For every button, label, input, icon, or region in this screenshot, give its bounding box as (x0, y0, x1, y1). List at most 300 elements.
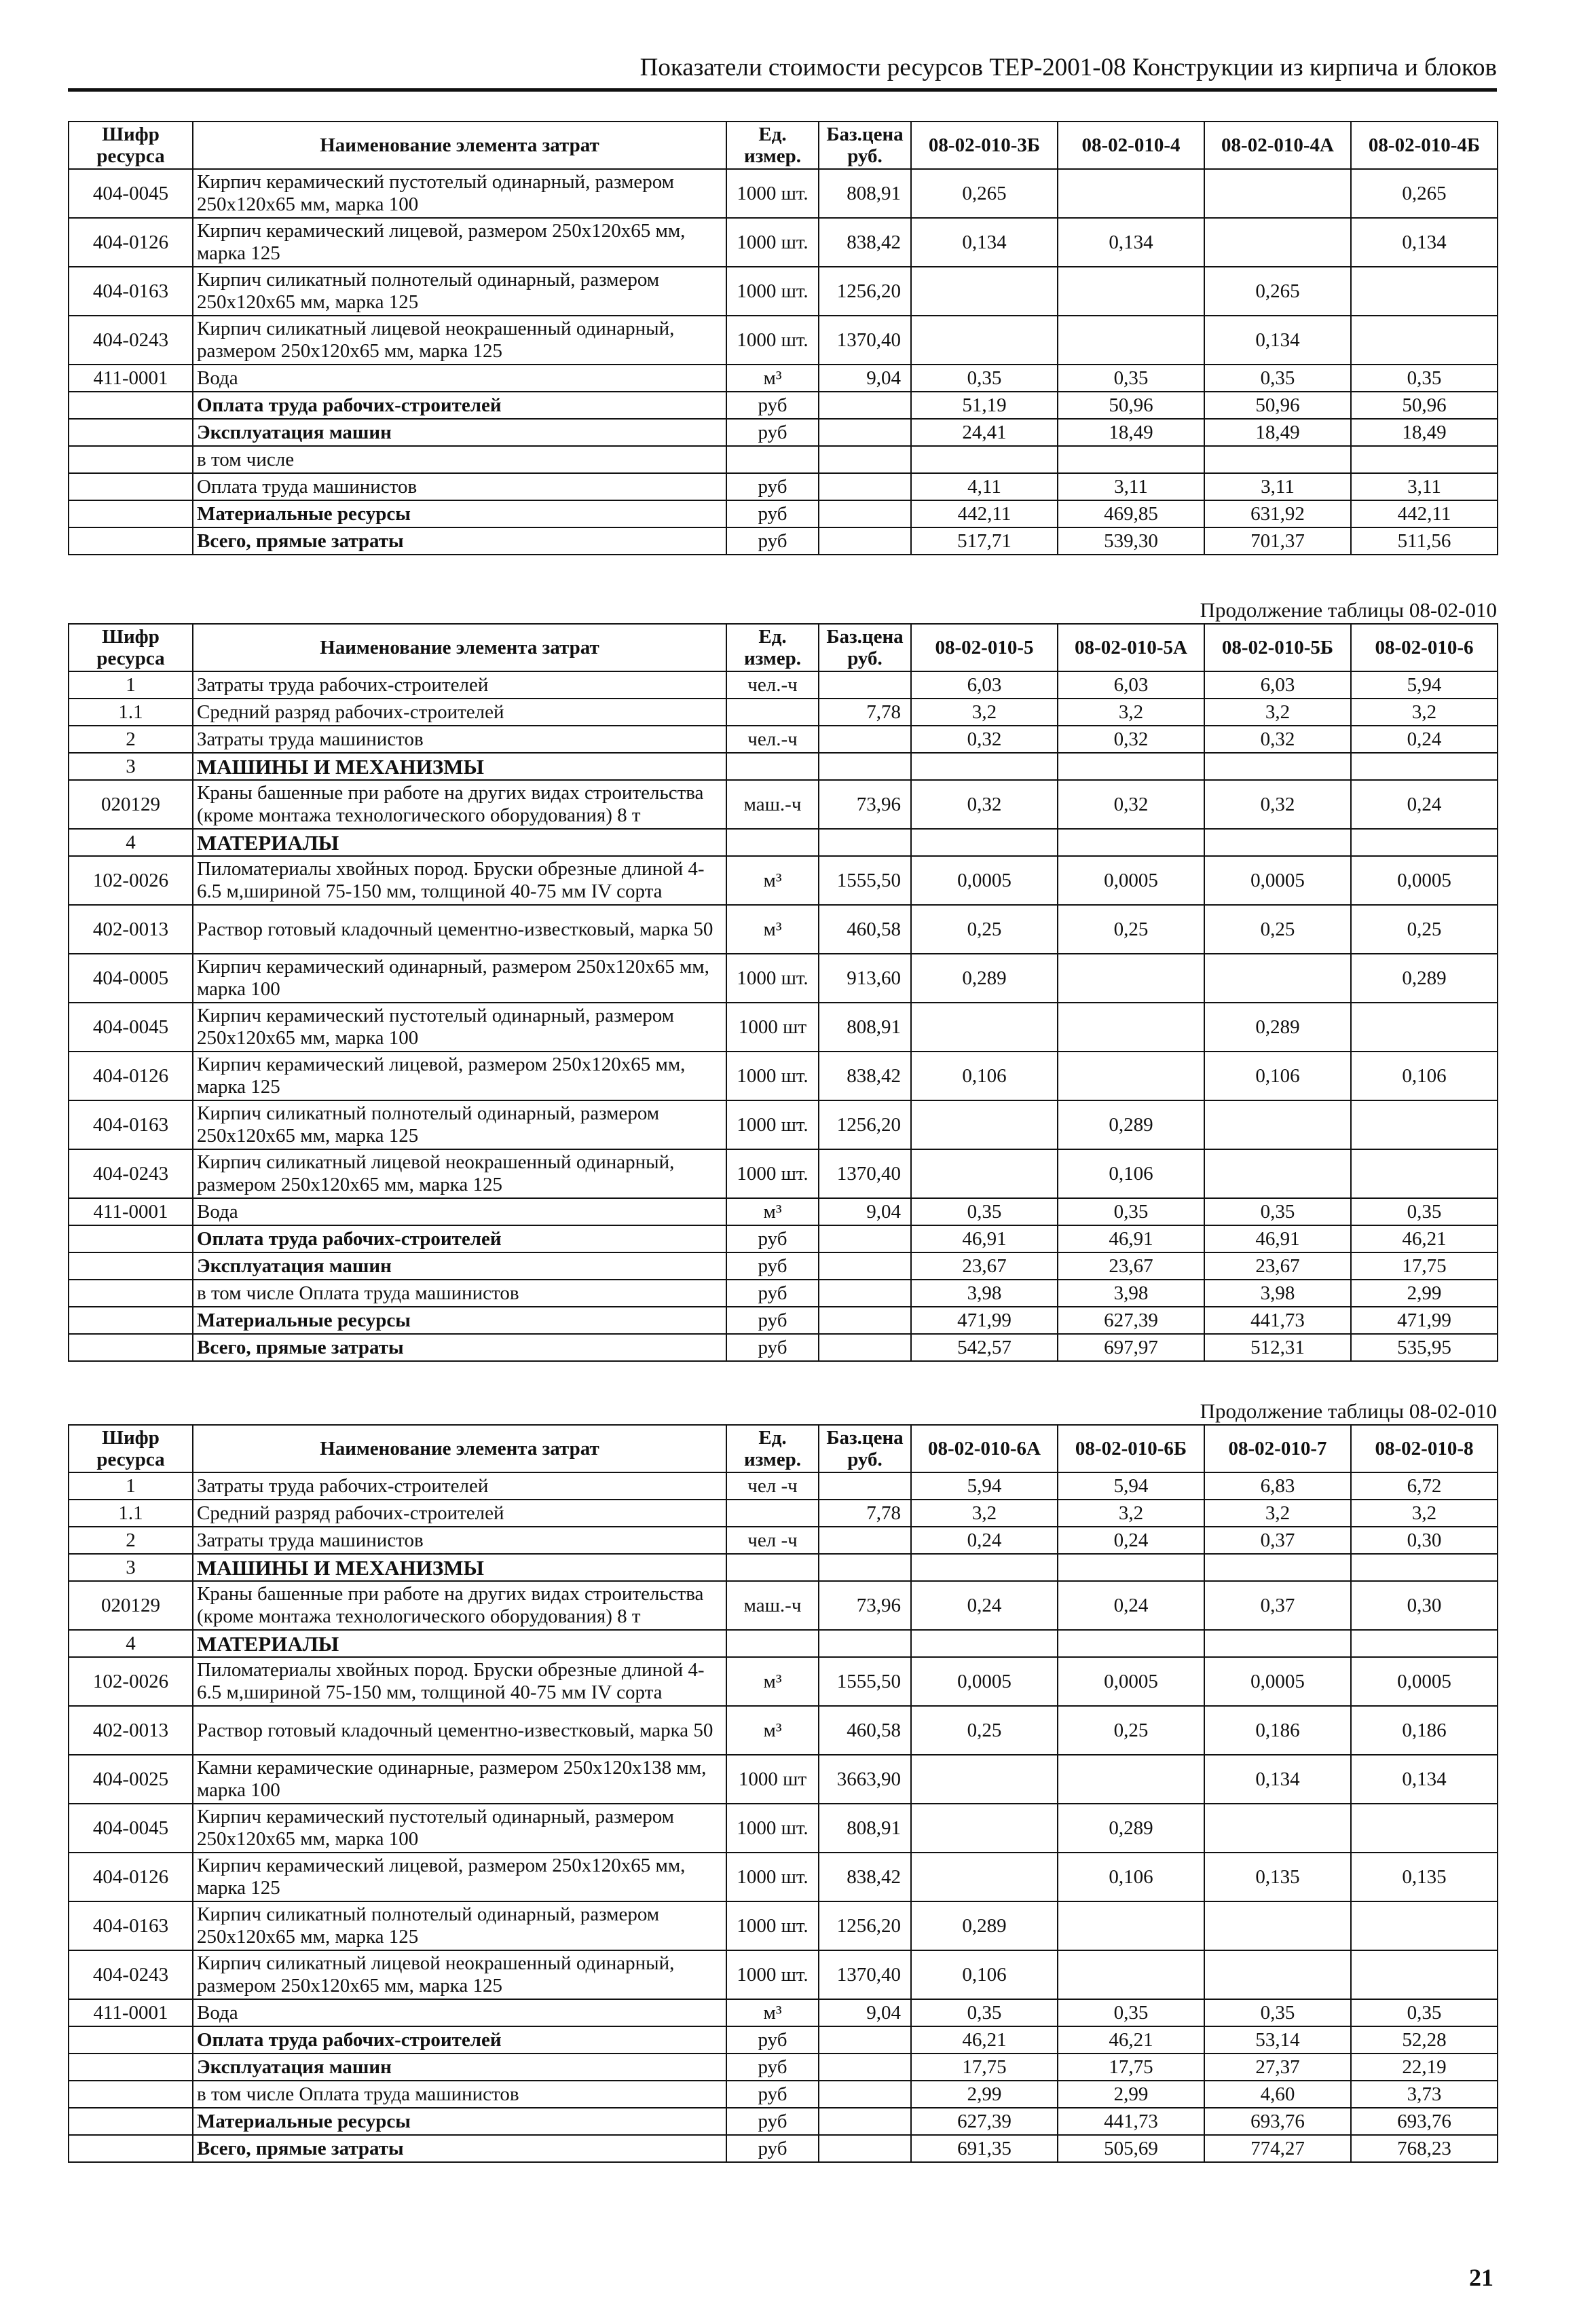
norm-value: 0,32 (1058, 780, 1204, 829)
norm-value: 3,2 (1204, 1500, 1351, 1527)
element-name: Кирпич керамический пустотелый одинарный, размером 250x120x65 мм, марка 100 (193, 1003, 726, 1052)
continuation-caption-1: Продолжение таблицы 08-02-010 (1200, 598, 1497, 622)
base-price: 7,78 (819, 1500, 911, 1527)
norm-value: 631,92 (1204, 500, 1351, 527)
base-price (819, 2081, 911, 2108)
element-name: Кирпич керамический лицевой, размером 250x120x65 мм, марка 125 (193, 218, 726, 267)
norm-value: 0,289 (911, 954, 1058, 1003)
element-name: Затраты труда рабочих-строителей (193, 1472, 726, 1500)
norm-value: 0,106 (1204, 1052, 1351, 1100)
norm-value (1058, 1630, 1204, 1657)
norm-value: 0,24 (1058, 1581, 1204, 1630)
unit: руб (726, 1252, 819, 1280)
header-row (69, 624, 1498, 671)
norm-value (911, 1755, 1058, 1804)
table-row (69, 1472, 1498, 1500)
table-row (69, 905, 1498, 954)
unit (726, 1630, 819, 1657)
col-header-name: Наименование элемента затрат (193, 122, 726, 169)
norm-value: 0,32 (911, 780, 1058, 829)
resource-code: 1.1 (69, 699, 193, 726)
unit: руб (726, 500, 819, 527)
norm-value: 5,94 (1351, 671, 1498, 699)
resource-code: 1.1 (69, 1500, 193, 1527)
element-name: Всего, прямые затраты (193, 2135, 726, 2162)
norm-value: 0,0005 (1204, 856, 1351, 905)
norm-value: 6,03 (1058, 671, 1204, 699)
table-row (69, 1901, 1498, 1950)
col-header-norm-code: 08-02-010-6 (1351, 624, 1498, 671)
base-price (819, 753, 911, 780)
norm-value (1204, 169, 1351, 218)
norm-value: 0,265 (1351, 169, 1498, 218)
norm-value: 46,21 (1058, 2026, 1204, 2054)
header-row (69, 1425, 1498, 1472)
norm-value: 774,27 (1204, 2135, 1351, 2162)
resource-code (69, 500, 193, 527)
element-name: Затраты труда рабочих-строителей (193, 671, 726, 699)
norm-value (1351, 1901, 1498, 1950)
norm-value (1204, 954, 1351, 1003)
element-name: Средний разряд рабочих-строителей (193, 1500, 726, 1527)
unit: 1000 шт. (726, 1901, 819, 1950)
norm-value: 23,67 (911, 1252, 1058, 1280)
unit (726, 829, 819, 856)
base-price (819, 1630, 911, 1657)
resource-code: 402-0013 (69, 1706, 193, 1755)
element-name: Камни керамические одинарные, размером 250x120x138 мм, марка 100 (193, 1755, 726, 1804)
resource-code: 404-0126 (69, 218, 193, 267)
resource-code (69, 446, 193, 473)
norm-value: 6,83 (1204, 1472, 1351, 1500)
norm-value (911, 446, 1058, 473)
table-row (69, 1149, 1498, 1198)
norm-value (1351, 1003, 1498, 1052)
norm-value: 0,35 (1204, 365, 1351, 392)
norm-value: 0,186 (1204, 1706, 1351, 1755)
norm-value (1351, 1630, 1498, 1657)
element-name: в том числе Оплата труда машинистов (193, 2081, 726, 2108)
table-row (69, 726, 1498, 753)
resource-code: 404-0005 (69, 954, 193, 1003)
base-price: 838,42 (819, 1853, 911, 1901)
norm-value: 442,11 (911, 500, 1058, 527)
norm-value: 542,57 (911, 1334, 1058, 1361)
table-row (69, 671, 1498, 699)
norm-value (1058, 753, 1204, 780)
table-row (69, 1999, 1498, 2026)
unit: 1000 шт. (726, 1950, 819, 1999)
element-name: Кирпич силикатный лицевой неокрашенный одинарный, размером 250x120x65 мм, марка 125 (193, 1950, 726, 1999)
unit: чел -ч (726, 1527, 819, 1554)
col-header-norm-code: 08-02-010-4 (1058, 122, 1204, 169)
resource-code: 404-0243 (69, 1950, 193, 1999)
resource-code: 404-0163 (69, 267, 193, 316)
norm-value: 0,289 (1058, 1100, 1204, 1149)
norm-value: 0,25 (1058, 905, 1204, 954)
resource-code: 1 (69, 671, 193, 699)
norm-value: 46,21 (911, 2026, 1058, 2054)
norm-value: 0,25 (1351, 905, 1498, 954)
norm-value: 0,32 (1058, 726, 1204, 753)
norm-value (1204, 1100, 1351, 1149)
element-name: Эксплуатация машин (193, 419, 726, 446)
norm-value: 5,94 (911, 1472, 1058, 1500)
resource-code: 404-0243 (69, 1149, 193, 1198)
norm-value (911, 829, 1058, 856)
norm-value: 627,39 (1058, 1307, 1204, 1334)
norm-value (1058, 267, 1204, 316)
norm-value (1204, 446, 1351, 473)
norm-value: 0,106 (1351, 1052, 1498, 1100)
norm-value: 0,35 (1204, 1999, 1351, 2026)
resource-code: 020129 (69, 1581, 193, 1630)
col-header-code: Шифр ресурса (69, 1425, 193, 1472)
table-row (69, 500, 1498, 527)
table-row (69, 446, 1498, 473)
element-name: Оплата труда рабочих-строителей (193, 2026, 726, 2054)
norm-value: 3,2 (1058, 699, 1204, 726)
norm-value (1058, 446, 1204, 473)
norm-value (1351, 1554, 1498, 1581)
resource-code (69, 1225, 193, 1252)
norm-value: 0,134 (1351, 218, 1498, 267)
norm-value: 27,37 (1204, 2054, 1351, 2081)
norm-value: 0,134 (1204, 316, 1351, 365)
norm-value: 0,32 (1204, 780, 1351, 829)
norm-value: 2,99 (1351, 1280, 1498, 1307)
base-price: 9,04 (819, 1198, 911, 1225)
base-price (819, 2054, 911, 2081)
norm-value: 0,32 (1204, 726, 1351, 753)
base-price (819, 829, 911, 856)
element-name: Оплата труда машинистов (193, 473, 726, 500)
base-price (819, 392, 911, 419)
resource-code: 2 (69, 1527, 193, 1554)
header-row (69, 122, 1498, 169)
norm-value (1058, 1901, 1204, 1950)
norm-value: 0,0005 (1351, 1657, 1498, 1706)
base-price (819, 1334, 911, 1361)
table-row (69, 527, 1498, 555)
norm-value: 627,39 (911, 2108, 1058, 2135)
norm-value: 3,11 (1058, 473, 1204, 500)
norm-value: 693,76 (1204, 2108, 1351, 2135)
resource-code: 102-0026 (69, 856, 193, 905)
table-row (69, 473, 1498, 500)
resource-code (69, 527, 193, 555)
norm-value (911, 1003, 1058, 1052)
base-price (819, 726, 911, 753)
unit: 1000 шт. (726, 954, 819, 1003)
base-price (819, 2108, 911, 2135)
unit: руб (726, 419, 819, 446)
base-price: 1256,20 (819, 1901, 911, 1950)
element-name: Всего, прямые затраты (193, 1334, 726, 1361)
element-name: Кирпич керамический одинарный, размером 250x120x65 мм, марка 100 (193, 954, 726, 1003)
norm-value: 3,11 (1204, 473, 1351, 500)
norm-value: 3,2 (1351, 1500, 1498, 1527)
col-header-unit: Ед. измер. (726, 122, 819, 169)
base-price (819, 1252, 911, 1280)
norm-value (1058, 1950, 1204, 1999)
resource-code: 402-0013 (69, 905, 193, 954)
norm-value: 512,31 (1204, 1334, 1351, 1361)
unit: руб (726, 2081, 819, 2108)
norm-value (1204, 753, 1351, 780)
unit: чел.-ч (726, 671, 819, 699)
norm-value: 0,265 (1204, 267, 1351, 316)
norm-value: 0,134 (1351, 1755, 1498, 1804)
resource-code (69, 1252, 193, 1280)
norm-value: 3,2 (1204, 699, 1351, 726)
resource-code (69, 2081, 193, 2108)
table-row (69, 1003, 1498, 1052)
unit: руб (726, 1334, 819, 1361)
norm-value (911, 1554, 1058, 1581)
continuation-caption-2: Продолжение таблицы 08-02-010 (1200, 1399, 1497, 1423)
norm-value: 0,24 (1351, 726, 1498, 753)
resource-code: 411-0001 (69, 1198, 193, 1225)
element-name: Оплата труда рабочих-строителей (193, 392, 726, 419)
resource-code (69, 2135, 193, 2162)
norm-value: 0,0005 (1351, 856, 1498, 905)
norm-value: 3,98 (1058, 1280, 1204, 1307)
norm-value: 441,73 (1058, 2108, 1204, 2135)
resource-code: 2 (69, 726, 193, 753)
resource-code (69, 2108, 193, 2135)
norm-value: 53,14 (1204, 2026, 1351, 2054)
table-row (69, 1950, 1498, 1999)
col-header-norm-code: 08-02-010-6Б (1058, 1425, 1204, 1472)
unit: руб (726, 2054, 819, 2081)
col-header-unit: Ед. измер. (726, 1425, 819, 1472)
element-name: Кирпич силикатный полнотелый одинарный, размером 250x120x65 мм, марка 125 (193, 267, 726, 316)
base-price: 1555,50 (819, 1657, 911, 1706)
norm-value: 0,134 (1058, 218, 1204, 267)
norm-value: 0,0005 (911, 856, 1058, 905)
element-name: МАТЕРИАЛЫ (193, 1630, 726, 1657)
element-name: Эксплуатация машин (193, 2054, 726, 2081)
unit: 1000 шт (726, 1755, 819, 1804)
unit: 1000 шт (726, 1003, 819, 1052)
resource-code (69, 1307, 193, 1334)
norm-value: 0,35 (911, 1198, 1058, 1225)
norm-value: 0,134 (1204, 1755, 1351, 1804)
norm-value: 18,49 (1351, 419, 1498, 446)
unit: м³ (726, 1706, 819, 1755)
unit: м³ (726, 856, 819, 905)
unit: 1000 шт. (726, 218, 819, 267)
norm-value: 46,91 (911, 1225, 1058, 1252)
base-price: 808,91 (819, 169, 911, 218)
col-header-norm-code: 08-02-010-8 (1351, 1425, 1498, 1472)
base-price: 808,91 (819, 1003, 911, 1052)
norm-value (1058, 829, 1204, 856)
element-name: Краны башенные при работе на других видах строительства (кроме монтажа технологического оборудования) 8 т (193, 780, 726, 829)
norm-value: 0,0005 (911, 1657, 1058, 1706)
norm-value: 50,96 (1058, 392, 1204, 419)
resource-code: 404-0045 (69, 169, 193, 218)
norm-value (911, 1100, 1058, 1149)
table-row (69, 2108, 1498, 2135)
norm-value: 768,23 (1351, 2135, 1498, 2162)
base-price (819, 473, 911, 500)
table-row (69, 365, 1498, 392)
norm-value (1351, 446, 1498, 473)
norm-value: 691,35 (911, 2135, 1058, 2162)
norm-value (911, 1149, 1058, 1198)
element-name: Кирпич керамический пустотелый одинарный, размером 250x120x65 мм, марка 100 (193, 169, 726, 218)
norm-value: 441,73 (1204, 1307, 1351, 1334)
norm-value (1351, 1804, 1498, 1853)
base-price: 73,96 (819, 780, 911, 829)
norm-value (1058, 1554, 1204, 1581)
table-row (69, 856, 1498, 905)
resource-code: 411-0001 (69, 1999, 193, 2026)
norm-value: 517,71 (911, 527, 1058, 555)
element-name: Краны башенные при работе на других видах строительства (кроме монтажа технологического оборудования) 8 т (193, 1581, 726, 1630)
unit: 1000 шт. (726, 1100, 819, 1149)
col-header-name: Наименование элемента затрат (193, 624, 726, 671)
norm-value: 18,49 (1058, 419, 1204, 446)
norm-value: 0,35 (911, 365, 1058, 392)
element-name: МАШИНЫ И МЕХАНИЗМЫ (193, 753, 726, 780)
base-price: 9,04 (819, 1999, 911, 2026)
norm-value (1204, 1901, 1351, 1950)
norm-value (911, 1630, 1058, 1657)
norm-value (1351, 267, 1498, 316)
table-row (69, 1527, 1498, 1554)
col-header-norm-code: 08-02-010-5Б (1204, 624, 1351, 671)
norm-value: 0,186 (1351, 1706, 1498, 1755)
norm-value: 2,99 (911, 2081, 1058, 2108)
norm-value: 471,99 (911, 1307, 1058, 1334)
element-name: Кирпич керамический лицевой, размером 250x120x65 мм, марка 125 (193, 1052, 726, 1100)
col-header-norm-code: 08-02-010-3Б (911, 122, 1058, 169)
element-name: Вода (193, 1999, 726, 2026)
norm-value: 0,30 (1351, 1581, 1498, 1630)
page-header: Показатели стоимости ресурсов ТЕР-2001-08 Конструкции из кирпича и блоков (639, 54, 1497, 81)
norm-value: 2,99 (1058, 2081, 1204, 2108)
table-row (69, 1052, 1498, 1100)
norm-value (1204, 1804, 1351, 1853)
norm-value: 0,134 (911, 218, 1058, 267)
element-name: Вода (193, 1198, 726, 1225)
norm-value: 0,35 (1351, 1999, 1498, 2026)
unit (726, 753, 819, 780)
base-price: 1256,20 (819, 1100, 911, 1149)
norm-value (1204, 1630, 1351, 1657)
element-name: в том числе Оплата труда машинистов (193, 1280, 726, 1307)
element-name: Пиломатериалы хвойных пород. Бруски обрезные длиной 4-6.5 м,шириной 75-150 мм, толщиной 40-75 мм IV сорта (193, 856, 726, 905)
base-price: 7,78 (819, 699, 911, 726)
col-header-norm-code: 08-02-010-5А (1058, 624, 1204, 671)
element-name: Раствор готовый кладочный цементно-известковый, марка 50 (193, 905, 726, 954)
resource-code: 020129 (69, 780, 193, 829)
base-price (819, 500, 911, 527)
table-row (69, 1706, 1498, 1755)
base-price: 3663,90 (819, 1755, 911, 1804)
norm-value (1351, 316, 1498, 365)
base-price: 9,04 (819, 365, 911, 392)
unit: м³ (726, 365, 819, 392)
norm-value: 4,60 (1204, 2081, 1351, 2108)
norm-value: 0,106 (911, 1950, 1058, 1999)
resource-code: 1 (69, 1472, 193, 1500)
unit: руб (726, 392, 819, 419)
norm-value (1058, 316, 1204, 365)
resource-code: 404-0126 (69, 1052, 193, 1100)
table-row (69, 1225, 1498, 1252)
col-header-price: Баз.цена руб. (819, 122, 911, 169)
resource-code: 404-0126 (69, 1853, 193, 1901)
table-row (69, 2026, 1498, 2054)
norm-value (1058, 954, 1204, 1003)
norm-value: 3,98 (1204, 1280, 1351, 1307)
table-row (69, 169, 1498, 218)
unit: м³ (726, 905, 819, 954)
table-row (69, 753, 1498, 780)
norm-value: 0,289 (1351, 954, 1498, 1003)
unit: м³ (726, 1198, 819, 1225)
norm-value: 471,99 (1351, 1307, 1498, 1334)
element-name: Затраты труда машинистов (193, 1527, 726, 1554)
element-name: Материальные ресурсы (193, 1307, 726, 1334)
col-header-unit: Ед. измер. (726, 624, 819, 671)
norm-value (1351, 1149, 1498, 1198)
norm-value: 0,135 (1351, 1853, 1498, 1901)
unit: 1000 шт. (726, 169, 819, 218)
col-header-norm-code: 08-02-010-4Б (1351, 122, 1498, 169)
element-name: в том числе (193, 446, 726, 473)
element-name: Затраты труда машинистов (193, 726, 726, 753)
element-name: МАТЕРИАЛЫ (193, 829, 726, 856)
norm-value: 697,97 (1058, 1334, 1204, 1361)
base-price (819, 1472, 911, 1500)
norm-value: 17,75 (1351, 1252, 1498, 1280)
table-row (69, 2081, 1498, 2108)
table-row (69, 1554, 1498, 1581)
resource-code: 4 (69, 829, 193, 856)
resource-code (69, 2026, 193, 2054)
element-name: Пиломатериалы хвойных пород. Бруски обрезные длиной 4-6.5 м,шириной 75-150 мм, толщиной 40-75 мм IV сорта (193, 1657, 726, 1706)
table-row (69, 316, 1498, 365)
element-name: Материальные ресурсы (193, 2108, 726, 2135)
norm-value (1058, 169, 1204, 218)
base-price: 1370,40 (819, 1149, 911, 1198)
unit: маш.-ч (726, 780, 819, 829)
norm-value: 3,2 (911, 1500, 1058, 1527)
element-name: Кирпич силикатный полнотелый одинарный, размером 250x120x65 мм, марка 125 (193, 1100, 726, 1149)
base-price: 913,60 (819, 954, 911, 1003)
norm-value (911, 1853, 1058, 1901)
col-header-name: Наименование элемента затрат (193, 1425, 726, 1472)
table-row (69, 1280, 1498, 1307)
base-price: 808,91 (819, 1804, 911, 1853)
norm-value: 23,67 (1058, 1252, 1204, 1280)
norm-value: 3,11 (1351, 473, 1498, 500)
resource-code (69, 473, 193, 500)
resource-code: 404-0045 (69, 1804, 193, 1853)
table-row (69, 419, 1498, 446)
col-header-norm-code: 08-02-010-6А (911, 1425, 1058, 1472)
base-price: 1370,40 (819, 316, 911, 365)
unit: 1000 шт. (726, 1149, 819, 1198)
base-price (819, 419, 911, 446)
base-price (819, 1307, 911, 1334)
norm-value: 469,85 (1058, 500, 1204, 527)
